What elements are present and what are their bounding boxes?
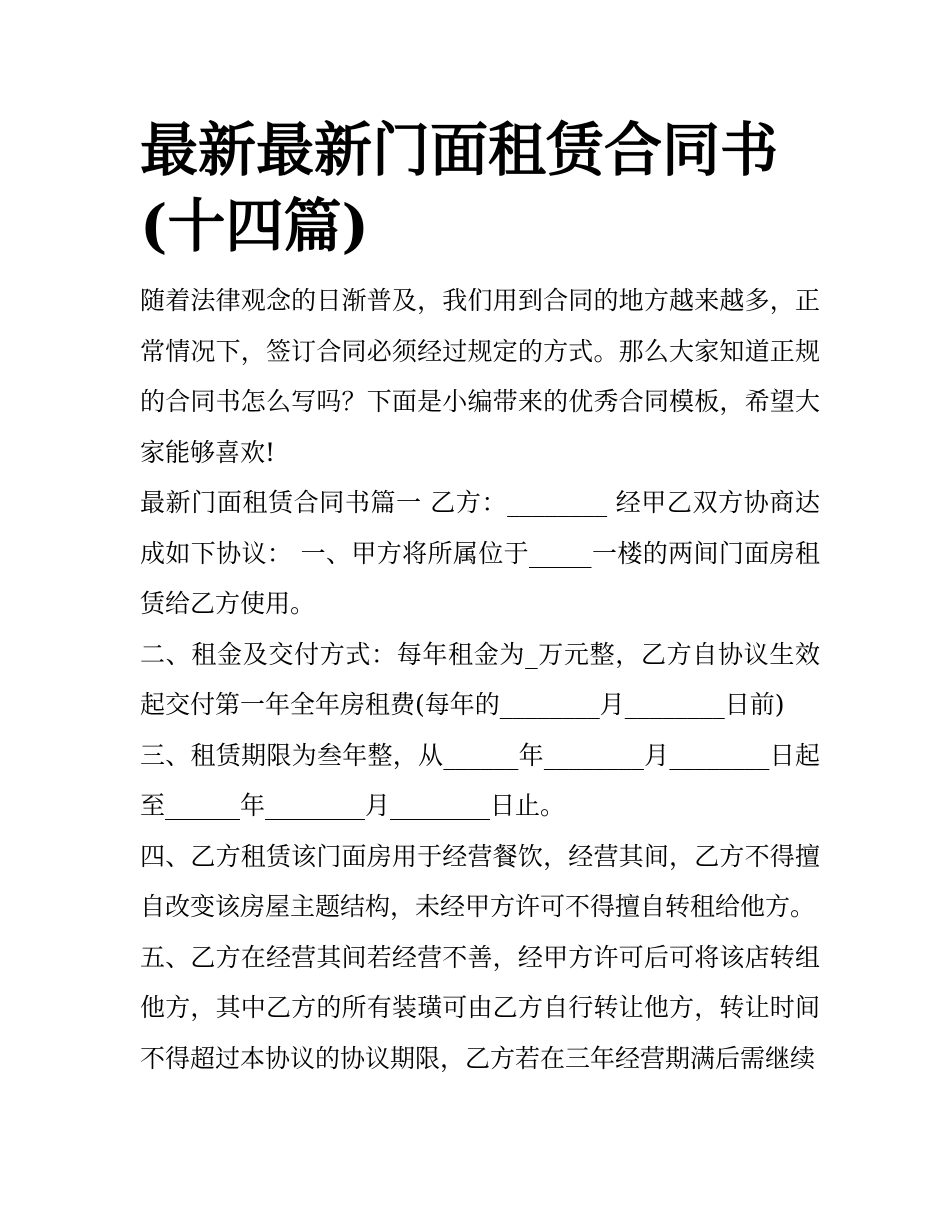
intro-paragraph: 随着法律观念的日渐普及，我们用到合同的地方越来越多，正常情况下，签订合同必须经过规定的方式。那么大家知道正规的合同书怎么写吗？下面是小编带来的优秀合同模板，希望大家能够喜欢! — [140, 286, 820, 467]
contract-clause-2: 二、租金及交付方式：每年租金为_万元整，乙方自协议生效起交付第一年全年房租费(每年的________月________日前) — [140, 639, 820, 719]
document-body — [140, 276, 820, 1084]
document-title: 最新最新门面租赁合同书(十四篇) — [140, 116, 779, 260]
contract-clause-4: 四、乙方租赁该门面房用于经营餐饮，经营其间，乙方不得擅自改变该房屋主题结构，未经甲方许可不得擅自转租给他方。 — [140, 841, 820, 921]
contract-clause-5: 五、乙方在经营其间若经营不善，经甲方许可后可将该店转组他方，其中乙方的所有装璜可由乙方自行转让他方，转让时间不得超过本协议的协议期限，乙方若在三年经营期满后需继续 — [140, 942, 820, 1073]
contract-clause-3: 三、租赁期限为叁年整，从______年________月________日起至______年________月________日止。 — [140, 740, 820, 820]
contract-clause-1: 最新门面租赁合同书篇一 乙方：________ 经甲乙双方协商达成如下协议： 一、甲方将所属位于_____一楼的两间门面房租赁给乙方使用。 — [140, 488, 820, 618]
